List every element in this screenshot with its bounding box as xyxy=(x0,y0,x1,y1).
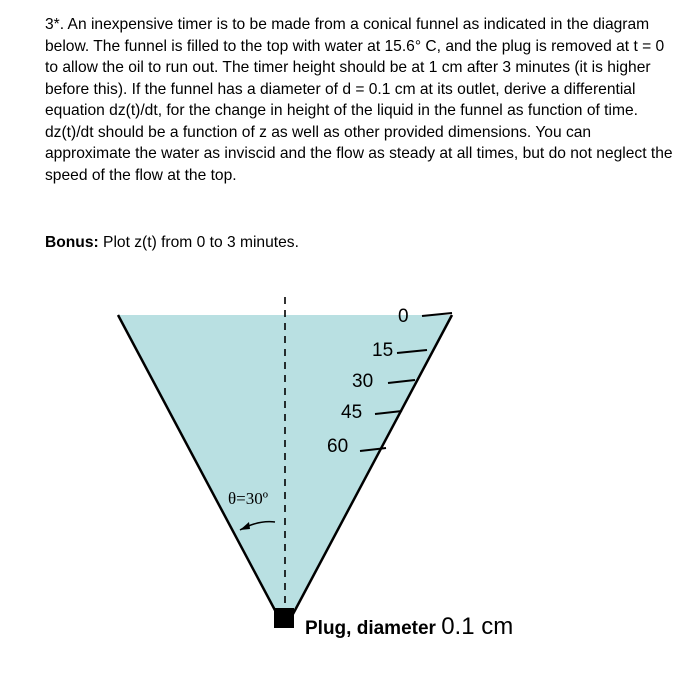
plug-icon xyxy=(274,608,294,628)
tick-label-60: 60 xyxy=(327,436,349,457)
problem-statement: 3*. An inexpensive timer is to be made from a conical funnel as indicated in the diagram below. The funnel is filled to the top with water at 15.6° C, and the plug is removed at t = 0 to allow the oil to run out. The timer height should be at 1 cm after 3 minutes (it is higher before this). If the funnel has a diameter of d = 0.1 cm at its outlet, derive a differential equation dz(t)/dt, for the change in height of the liquid in the funnel as function of time. dz(t)/dt should be a function of z as well as other provided dimensions. You can approximate the water as inviscid and the flow as steady at all times, but do not neglect the speed of the flow at the top. xyxy=(45,16,673,184)
bonus-text: Plot z(t) from 0 to 3 minutes. xyxy=(103,234,299,251)
tick-label-0: 0 xyxy=(398,306,409,327)
bonus-label: Bonus: xyxy=(45,234,99,251)
tick-label-15: 15 xyxy=(372,340,394,361)
plug-caption xyxy=(305,613,513,641)
tick-label-45: 45 xyxy=(341,402,363,423)
plug-caption-text: Plug, diameter xyxy=(305,618,442,639)
tick-label-30: 30 xyxy=(352,371,374,392)
plug-diameter-value: 0.1 cm xyxy=(441,613,514,640)
angle-label: θ=30º xyxy=(228,489,269,508)
funnel-water xyxy=(118,315,452,614)
